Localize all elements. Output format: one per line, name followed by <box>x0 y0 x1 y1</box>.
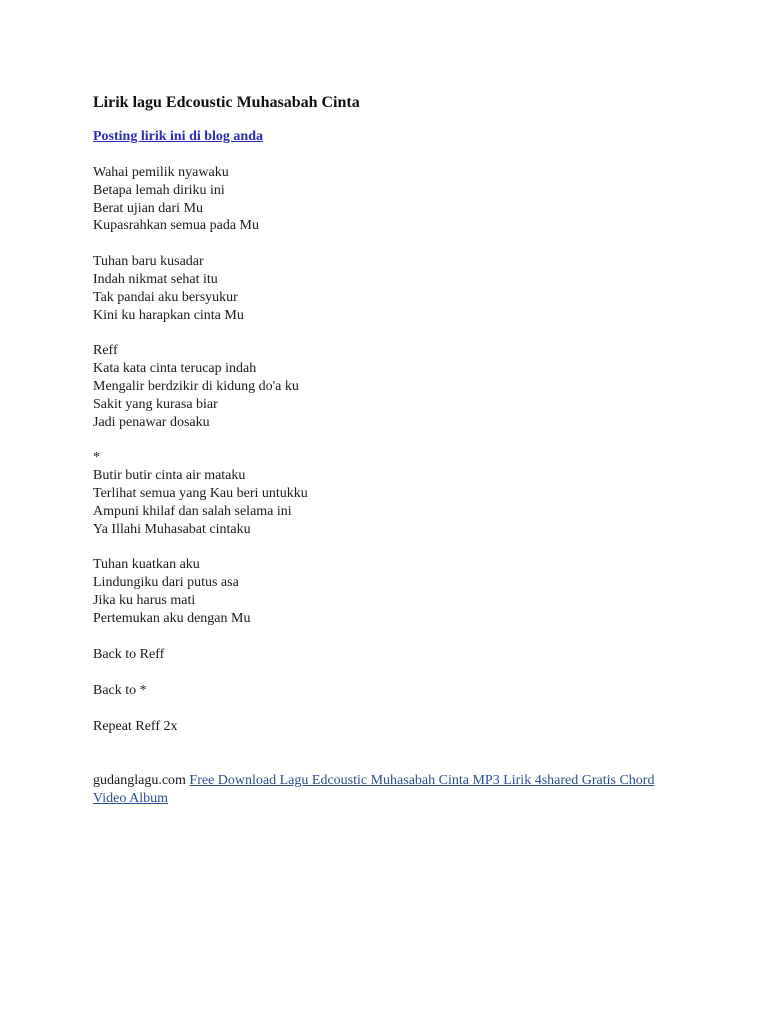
lyric-line: Jadi penawar dosaku <box>93 414 210 430</box>
lyric-line: Tuhan kuatkan aku <box>93 557 200 573</box>
lyric-line: Indah nikmat sehat itu <box>93 271 218 287</box>
section-label: * <box>93 450 100 466</box>
note-repeat-reff: Repeat Reff 2x <box>93 718 178 734</box>
footer-source: gudanglagu.com <box>93 772 186 788</box>
lyric-line: Ampuni khilaf dan salah selama ini <box>93 503 292 519</box>
document-title: Lirik lagu Edcoustic Muhasabah Cinta <box>93 94 360 111</box>
stanza-5 <box>93 556 713 627</box>
stanza-star <box>93 449 713 538</box>
lyric-line: Jika ku harus mati <box>93 592 196 608</box>
lyric-line: Terlihat semua yang Kau beri untukku <box>93 485 308 501</box>
lyric-line: Betapa lemah diriku ini <box>93 182 225 198</box>
lyric-line: Ya Illahi Muhasabat cintaku <box>93 521 251 537</box>
stanza-reff <box>93 342 713 431</box>
section-label: Reff <box>93 343 118 359</box>
lyric-line: Kupasrahkan semua pada Mu <box>93 218 260 234</box>
lyric-line: Butir butir cinta air mataku <box>93 468 246 484</box>
note-back-to-star: Back to * <box>93 682 147 698</box>
lyric-line: Tuhan baru kusadar <box>93 254 204 270</box>
lyric-line: Mengalir berdzikir di kidung do'a ku <box>93 378 299 394</box>
lyric-line: Kata kata cinta terucap indah <box>93 361 257 377</box>
footer <box>93 772 683 808</box>
stanza-2 <box>93 253 713 324</box>
lyric-line: Sakit yang kurasa biar <box>93 396 218 412</box>
lyric-line: Berat ujian dari Mu <box>93 200 204 216</box>
lyric-line: Tak pandai aku bersyukur <box>93 289 238 305</box>
stanza-1 <box>93 164 713 235</box>
note-back-to-reff: Back to Reff <box>93 646 165 662</box>
lyric-line: Wahai pemilik nyawaku <box>93 165 229 180</box>
lyric-line: Pertemukan aku dengan Mu <box>93 610 251 626</box>
document-page <box>93 92 713 808</box>
footer-download-link[interactable]: Free Download Lagu Edcoustic Muhasabah Cinta MP3 Lirik 4shared Gratis Chord Video Album <box>93 772 655 806</box>
post-lyrics-link[interactable]: Posting lirik ini di blog anda <box>93 129 263 144</box>
lyric-line: Kini ku harapkan cinta Mu <box>93 307 244 323</box>
lyric-line: Lindungiku dari putus asa <box>93 575 239 591</box>
